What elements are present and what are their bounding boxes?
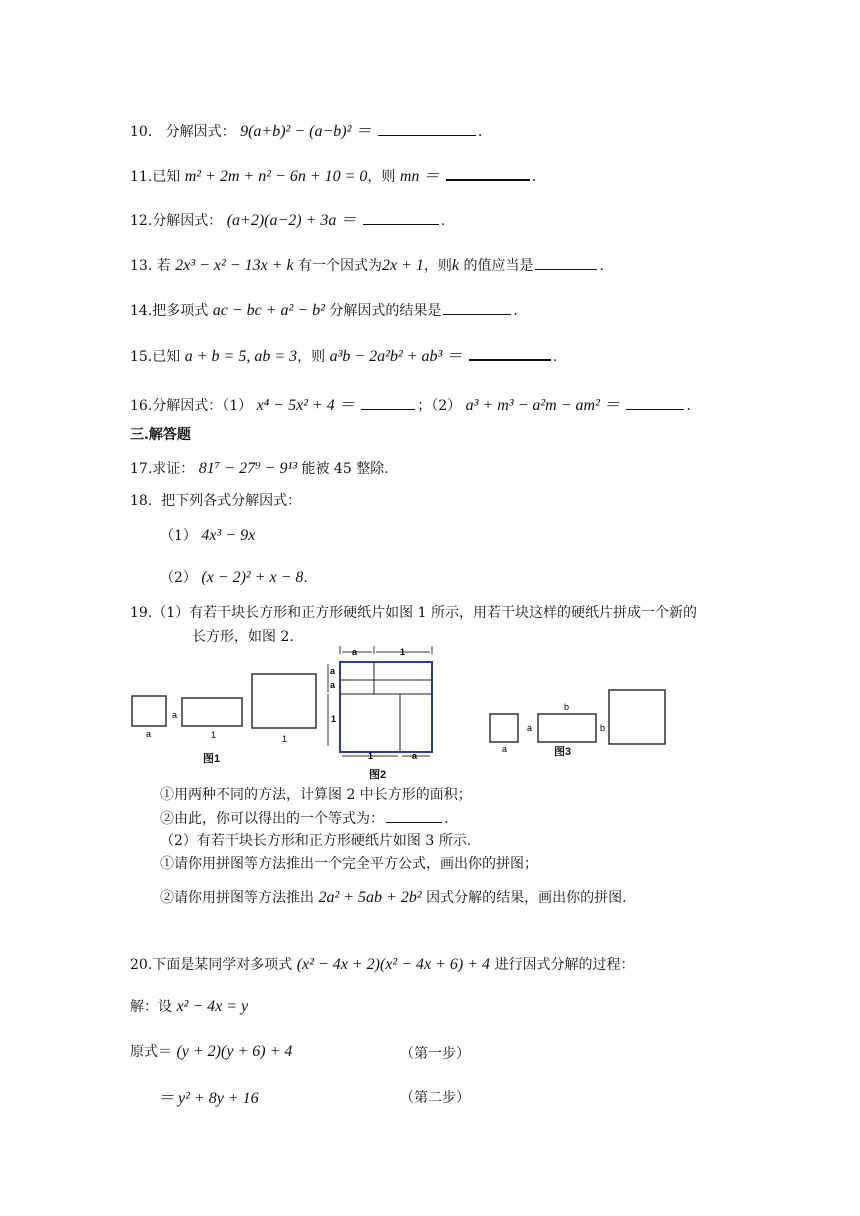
question-text: 把下列各式分解因式： (161, 493, 302, 509)
question-number: 13. (130, 258, 153, 274)
math-expression: (a+2)(a−2) + 3a ＝ (226, 212, 357, 229)
math-expression: 2x + 1 (382, 257, 424, 274)
math-expression: a + b = 5, ab = 3 (184, 348, 298, 365)
figure-3-caption: 图3 (554, 746, 572, 758)
question-19-sub-1: ①用两种不同的方法，计算图 2 中长方形的面积； (160, 787, 472, 803)
question-number: 18. (130, 493, 153, 509)
math-expression: a³b − 2a²b² + ab³ ＝ (329, 348, 463, 365)
question-10 (130, 118, 482, 141)
answer-blank[interactable] (626, 408, 684, 410)
question-13 (130, 255, 604, 275)
answer-blank[interactable] (443, 313, 511, 315)
question-number: 12. (130, 213, 153, 229)
label-a: a (172, 710, 178, 720)
label-a: a (502, 744, 508, 754)
question-text: 分解因式：（1） (152, 398, 253, 414)
question-number: 11. (130, 169, 153, 185)
solution-label: 解：设 (130, 999, 172, 1015)
question-19-sub-3: （2）有若干块长方形和正方形硬纸片如图 3 所示. (160, 833, 472, 849)
math-expression: (y + 2)(y + 6) + 4 (176, 1043, 293, 1060)
label-a: a (352, 647, 358, 657)
label-a: a (412, 751, 418, 761)
question-text: 已知 (152, 169, 181, 185)
label-a: a (527, 723, 533, 733)
period: . (440, 213, 446, 229)
answer-blank[interactable] (446, 178, 530, 181)
answer-blank[interactable] (363, 223, 439, 225)
question-12 (130, 207, 445, 230)
math-expression: (x − 2)² + x − 8 (201, 569, 304, 586)
figure-2-caption: 图2 (369, 769, 387, 781)
question-18 (130, 490, 301, 510)
question-17 (130, 458, 389, 478)
math-variable: k (451, 257, 460, 274)
part-label: （2） (160, 570, 197, 586)
question-text: ，则 (367, 169, 396, 185)
answer-blank[interactable] (378, 134, 476, 136)
solution-let (130, 996, 248, 1016)
math-expression: a³ + m³ − a²m − am² ＝ (465, 397, 620, 414)
period: . (477, 124, 483, 140)
label-one: 1 (331, 714, 337, 724)
question-text: 把多项式 (152, 303, 209, 319)
rectangle (538, 714, 596, 742)
question-number: 15. (130, 349, 153, 365)
question-number: 17. (130, 461, 153, 477)
question-text: ②请你用拼图等方法推出 (160, 890, 314, 906)
answer-blank[interactable] (469, 358, 551, 361)
period: . (552, 349, 558, 365)
large-square (609, 690, 665, 744)
question-text: 的值应当是 (463, 258, 534, 274)
question-14 (130, 300, 518, 320)
part-label: （1） (160, 528, 197, 544)
question-number: 16. (130, 398, 153, 414)
question-number: 19. (130, 605, 153, 621)
label-a: a (330, 680, 336, 690)
question-text: 若 (156, 258, 171, 274)
question-19-sub-4: ①请你用拼图等方法推出一个完全平方公式，画出你的拼图； (160, 856, 538, 872)
math-expression: 4x³ − 9x (201, 527, 256, 544)
question-text: ，则 (297, 349, 326, 365)
step-2-note: （第二步） (400, 1090, 470, 1106)
label-a: a (146, 729, 152, 739)
math-expression: mn ＝ (399, 168, 440, 185)
question-15 (130, 343, 557, 366)
question-text: ；（2） (417, 398, 462, 414)
math-expression: m² + 2m + n² − 6n + 10 = 0 (184, 168, 368, 185)
math-expression: x⁴ − 5x² + 4 ＝ (256, 397, 355, 414)
rectangle (182, 698, 242, 726)
figure-3 (486, 686, 676, 756)
period: . (513, 303, 518, 319)
period: . (531, 169, 537, 185)
outer-rectangle (340, 662, 432, 752)
math-expression: (x² − 4x + 2)(x² − 4x + 6) + 4 (296, 956, 491, 973)
solution-label: 原式＝ (130, 1044, 172, 1060)
period: . (444, 811, 449, 827)
question-number: 10. (130, 124, 153, 140)
question-20 (130, 954, 634, 974)
answer-blank[interactable] (361, 408, 415, 410)
figure-2 (318, 644, 448, 766)
label-one: 1 (400, 647, 406, 657)
question-text: 分解因式的结果是 (329, 303, 442, 319)
question-text: 能被 45 整除. (301, 461, 389, 477)
math-expression: 2x³ − x² − 13x + k (175, 257, 294, 274)
math-expression: ＝ y² + 8y + 16 (158, 1090, 259, 1107)
solution-step-2 (158, 1085, 259, 1108)
math-expression: ac − bc + a² − b² (212, 302, 325, 319)
question-18-part-2 (160, 567, 308, 587)
question-text: 已知 (152, 349, 181, 365)
question-text: ，则 (423, 258, 452, 274)
question-text: 分解因式： (152, 213, 223, 229)
question-text: ②由此，你可以得出的一个等式为： (160, 811, 384, 827)
question-text: 求证： (152, 461, 195, 477)
question-16 (130, 392, 691, 415)
label-one: 1 (368, 751, 374, 761)
math-expression: 9(a+b)² − (a−b)² ＝ (240, 123, 372, 140)
math-expression: 2a² + 5ab + 2b² (318, 889, 422, 906)
step-1-note: （第一步） (400, 1046, 470, 1062)
math-expression: 81⁷ − 27⁹ − 9¹³ (198, 460, 298, 477)
question-19-line-1 (130, 602, 697, 622)
label-b: b (600, 723, 606, 733)
question-19-line-2: 长方形，如图 2. (192, 629, 294, 645)
question-text: （1）有若干块长方形和正方形硬纸片如图 1 所示，用若干块这样的硬纸片拼成一个新的 (152, 605, 697, 621)
math-expression: x² − 4x = y (176, 998, 249, 1015)
question-text: 因式分解的结果，画出你的拼图. (426, 890, 627, 906)
question-text: 下面是某同学对多项式 (152, 957, 293, 973)
answer-blank[interactable] (535, 268, 597, 270)
question-text: 分解因式： (165, 124, 236, 140)
question-19-sub-2 (160, 808, 448, 828)
period: . (599, 258, 604, 274)
question-19-sub-5 (160, 887, 627, 907)
figure-1-caption: 图1 (203, 753, 221, 765)
question-11 (130, 163, 536, 186)
solution-step-1 (130, 1041, 292, 1061)
question-text: 有一个因式为 (298, 258, 383, 274)
label-b: b (564, 702, 570, 712)
question-text: 进行因式分解的过程： (494, 957, 635, 973)
period: . (686, 398, 691, 414)
small-square (132, 696, 166, 726)
small-square (490, 714, 518, 742)
label-one: 1 (282, 734, 288, 744)
period: . (303, 570, 308, 586)
answer-blank[interactable] (386, 821, 442, 823)
question-number: 20. (130, 957, 153, 973)
large-square (252, 674, 316, 728)
section-heading: 三.解答题 (130, 427, 191, 443)
question-18-part-1 (160, 525, 255, 545)
figure-1 (128, 668, 328, 748)
label-a: a (330, 666, 336, 676)
question-number: 14. (130, 303, 153, 319)
label-one: 1 (211, 730, 217, 740)
